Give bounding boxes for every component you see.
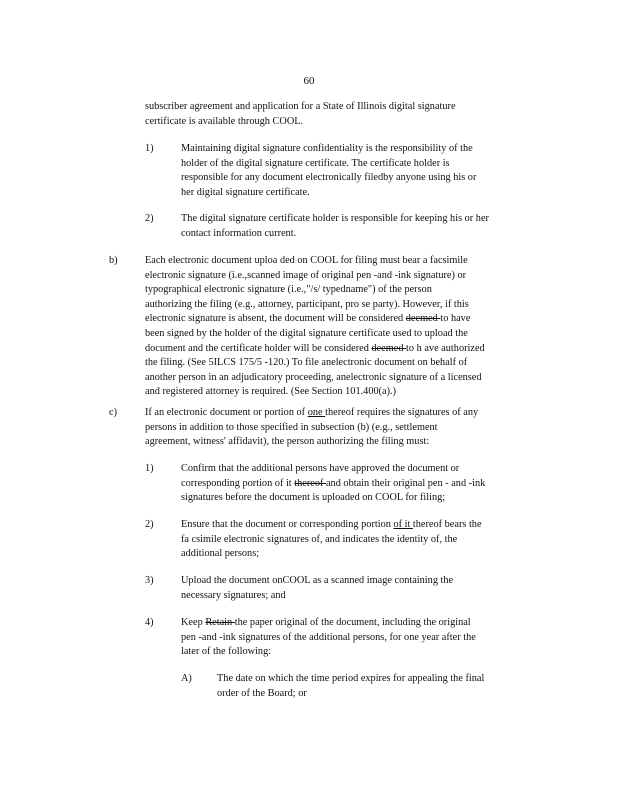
item-c1-label: 1) — [145, 463, 154, 474]
item-c3-label: 3) — [145, 575, 154, 586]
deleted-text: deemed — [371, 342, 407, 354]
item-c2-label: 2) — [145, 519, 154, 530]
item-c4-text-2: the paper original of the document, including the original pen -and -ink signatures of the additional persons, for one year after the later of the following: — [181, 617, 476, 658]
sub-item-a-label: A) — [181, 673, 192, 684]
item-c1-text-2: and obtain their original pen - and -ink signatures before the document is uploaded on COOL for filing; — [181, 477, 486, 504]
item-a1-text: Maintaining digital signature confidentiality is the responsibility of the holder of the digital signature certificate. The certificate holder is responsible for any document electronically filedby anyone using his or her digital signature certificate. — [181, 143, 477, 198]
deleted-text: Retain — [205, 617, 235, 628]
inserted-text: one — [307, 407, 326, 418]
item-c1-text — [181, 462, 551, 506]
item-a1-label: 1) — [145, 143, 154, 154]
section-c-text — [145, 406, 545, 450]
item-c4-text — [181, 616, 541, 660]
item-a2-text: The digital signature certificate holder is responsible for keeping his or her contact information current. — [181, 213, 489, 239]
intro-paragraph: subscriber agreement and application for a State of Illinois digital signature certificate is available through COOL. — [145, 101, 456, 127]
section-b-label: b) — [109, 255, 118, 266]
item-c2-text-1: Ensure that the document or corresponding portion — [181, 519, 394, 530]
item-c2-text — [181, 518, 551, 562]
section-b-text-2: to have been signed by the holder of the digital signature certificate used to upload the document and the certificate holder will be considered — [145, 313, 471, 354]
item-c3-text: Upload the document onCOOL as a scanned image containing the necessary signatures; and — [181, 575, 454, 601]
item-c4-label: 4) — [145, 617, 154, 628]
deleted-text: thereof — [294, 477, 326, 489]
item-c2-text-2: thereof bears the fa csimile electronic signatures of, and indicates the identity of, the additional persons; — [181, 519, 482, 560]
section-c-text-2: thereof requires the signatures of any persons in addition to those specified in subsection (b) (e.g., settlement agreement, witness' affidavit), the person authorizing the filing must: — [145, 407, 479, 448]
section-b-text-1: Each electronic document uploa ded on COOL for filing must bear a facsimile electronic signature (i.e.,scanned image of original pen -and -ink signature) or typographical electronic signature (i.e.,"/s/ typedname") of the person authorizing the filing (e.g., attorney, participant, pro se party). However, if this electronic signature is absent, the document will be considered — [145, 255, 469, 325]
inserted-text: of it — [393, 519, 413, 530]
item-c1-text-1: Confirm that the additional persons have approved the document or corresponding portion of it — [181, 463, 460, 489]
section-c-text-1: If an electronic document or portion of — [145, 407, 308, 418]
page-number: 60 — [303, 75, 315, 87]
section-b-text-3: to h ave authorized the filing. (See 5ILCS 175/5 -120.) To file anelectronic document on behalf of another person in an adjudicatory proceeding, anelectronic signature of a licensed and registered attorney is required. (See Section 101.400(a).) — [145, 342, 485, 398]
section-b-text — [145, 254, 545, 400]
deleted-text: deemed — [405, 313, 441, 325]
item-a2-label: 2) — [145, 213, 154, 224]
sub-item-a-text: The date on which the time period expires for appealing the final order of the Board; or — [217, 673, 485, 699]
item-c4-text-1: Keep — [181, 617, 206, 628]
section-c-label: c) — [109, 407, 117, 418]
